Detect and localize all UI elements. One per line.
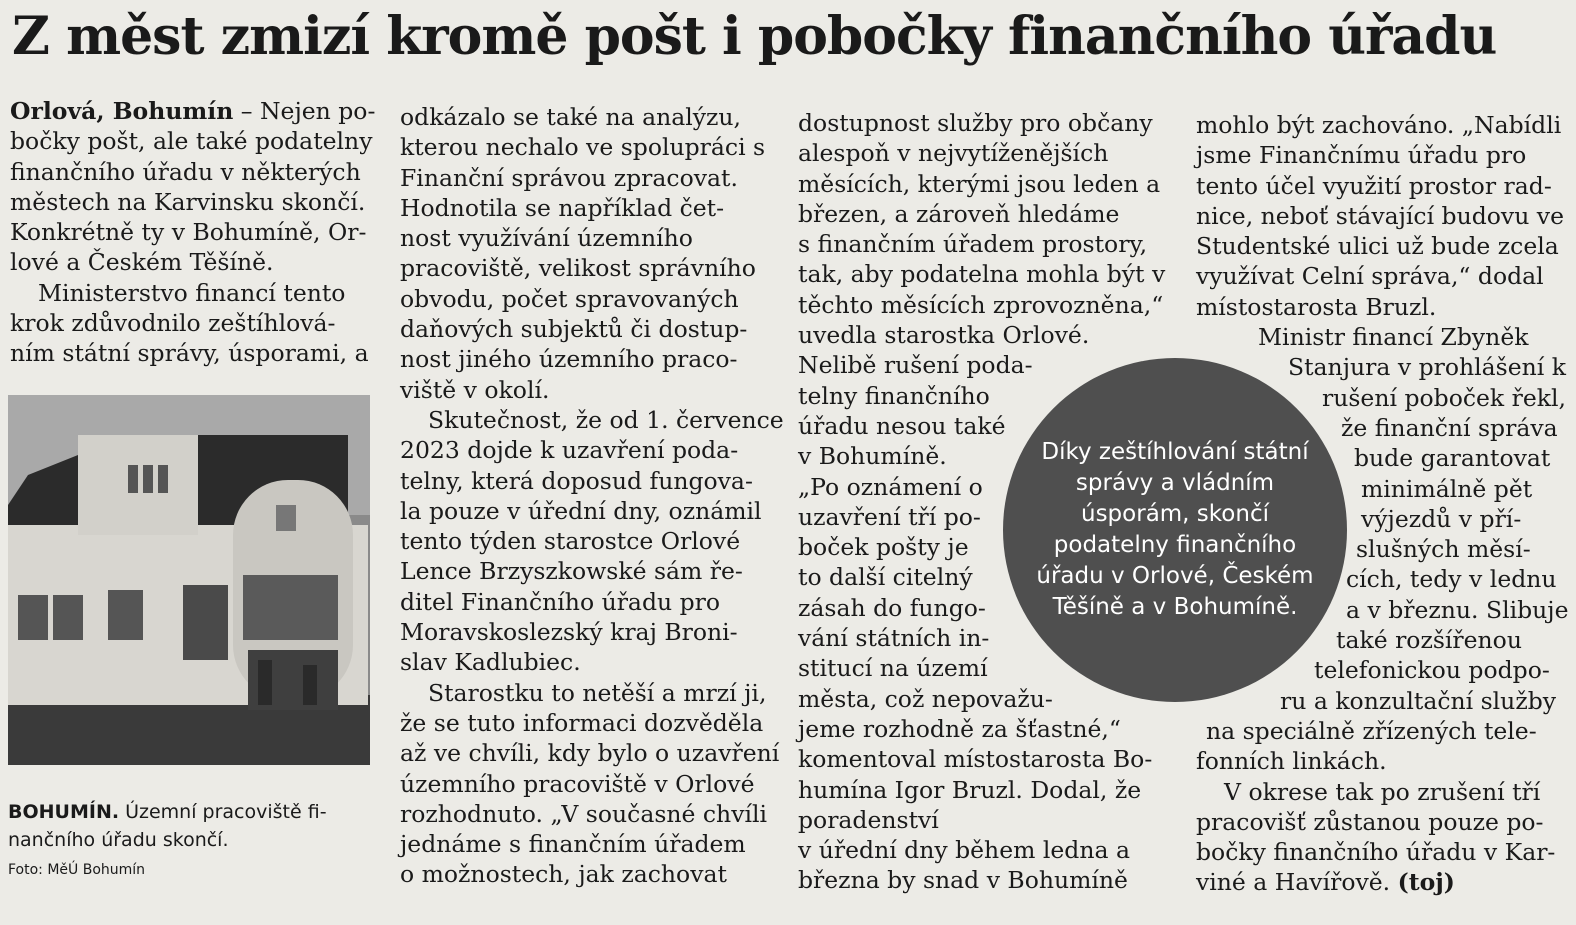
caption-line [8,798,378,826]
text-line: fonních linkách. [1196,747,1387,776]
text-line: viště v okolí. [400,375,550,404]
text-line: to další citelný [798,563,973,592]
text-line: rozhodnuto. „V současné chvíli [400,799,768,828]
text-line: la pouze v úřední dny, oznámil [400,496,762,525]
pull-quote-text: Díky zeštíhlování státní správy a vládním úsporám, skončí podatelny finančního úřadu v Orlové, Českém Těšíně a v Bohumíně. [1036,439,1314,620]
text-line: v Bohumíně. [798,442,947,471]
text-line: lové a Českém Těšíně. [10,248,274,277]
text-line: o možnostech, jak zachovat [400,860,727,889]
photo-caption [8,798,378,854]
text-line: vání státních in- [798,624,990,653]
text-line: Skutečnost, že od 1. července [428,405,784,434]
text-line: viné a Havířově. (toj) [1196,868,1455,897]
caption-line: nančního úřadu skončí. [8,829,229,851]
text-line: ním státní správy, úsporami, a [10,339,369,368]
headline: Z měst zmizí kromě pošt i pobočky finančního úřadu [12,6,1497,67]
text-line: daňových subjektů či dostup- [400,315,748,344]
text-line: V okrese tak po zrušení tří [1224,777,1541,806]
text-line: Konkrétně ty v Bohumíně, Or- [10,218,367,247]
text-line: nost jiného územního praco- [400,345,738,374]
text-line: že se tuto informaci dozvěděla [400,708,764,737]
author-signature: (toj) [1397,868,1455,897]
text-line: měsících, kterými jsou leden a [798,169,1161,198]
text-line: využívat Celní správa,“ dodal [1196,262,1544,291]
article-column-1 [10,96,380,369]
text-line: s finančním úřadem prostory, [798,230,1148,259]
caption-text: Územní pracoviště fi- [119,801,327,823]
text-line: uvedla starostka Orlové. [798,321,1090,350]
text-line: Ministerstvo financí tento [38,278,346,307]
text-line: poradenství [798,805,939,834]
text-line: nice, neboť stávající budovu ve [1196,201,1564,230]
text-line: finančního úřadu v některých [10,157,361,186]
text-line: telny, která doposud fungova- [400,466,753,495]
text-line: rušení poboček řekl, [1322,383,1566,412]
text-line: na speciálně zřízených tele- [1206,716,1537,745]
text-line: obvodu, počet spravovaných [400,284,739,313]
text-line: komentoval místostarosta Bo- [798,745,1153,774]
text-line: odkázalo se také na analýzu, [400,103,742,131]
text-line: také rozšířenou [1336,626,1522,655]
text-line: bočky pošt, ale také podatelny [10,127,373,156]
text-line: v úřední dny během ledna a [798,836,1130,865]
text-line: mohlo být zachováno. „Nabídli [1196,111,1562,139]
text-line: telny finančního [798,381,990,410]
caption-head: BOHUMÍN. [8,801,120,823]
text-line: že finanční správa [1341,413,1558,442]
building-photo [8,395,370,765]
text-line: zásah do fungo- [798,593,986,622]
text-line: nost využívání územního [400,224,693,253]
text-line: jednáme s finančním úřadem [400,830,746,859]
text-line: 2023 dojde k uzavření poda- [400,436,739,465]
pull-quote [1003,358,1347,702]
text-line: krok zdůvodnilo zeštíhlová- [10,309,336,338]
dateline: Orlová, Bohumín [10,97,234,125]
text-line: slušných měsí- [1356,535,1531,564]
text-line: pracovišť zůstanou pouze po- [1196,807,1544,836]
text-line: jsme Finančnímu úřadu pro [1196,141,1527,170]
text-line: humína Igor Bruzl. Dodal, že [798,775,1142,804]
text-line: ditel Finančního úřadu pro [400,587,721,616]
text-line: Studentské ulici už bude zcela [1196,232,1559,261]
article-column-2 [400,102,784,890]
text-line: slav Kadlubiec. [400,648,581,677]
text-line: Moravskoslezský kraj Broni- [400,618,738,647]
text-line: stitucí na území [798,654,988,683]
text-line: Hodnotila se například čet- [400,193,725,222]
text-line: bude garantovat [1354,444,1551,473]
text-line: Lence Brzyszkowské sám ře- [400,557,743,586]
text-line: cích, tedy v lednu [1346,565,1557,594]
text-line: jeme rozhodně za šťastné,“ [798,714,1121,743]
text-line: bočky finančního úřadu v Kar- [1196,838,1556,867]
text-line: úřadu nesou také [798,411,1006,440]
text-line: místostarosta Bruzl. [1196,292,1437,321]
text-line: města, což nepovažu- [798,684,1053,713]
photo-credit: Foto: MěÚ Bohumín [8,862,146,878]
text-line: „Po oznámení o [798,472,983,501]
text-line: minimálně pět [1361,474,1533,503]
text-line: územního pracoviště v Orlové [400,769,755,798]
text-line: Nelibě rušení poda- [798,351,1033,380]
text-line: Finanční správou zpracovat. [400,163,738,192]
text-line: městech na Karvinsku skončí. [10,187,366,216]
text-line: březen, a zároveň hledáme [798,199,1120,228]
text-line: výjezdů v pří- [1361,504,1522,533]
building-photo-illustration [8,395,370,765]
text-line: ru a konzultační služby [1280,686,1557,715]
text-line: Stanjura v prohlášení k [1288,353,1566,382]
text-line: Orlová, Bohumín – Nejen po- [10,97,376,125]
text-line: boček pošty je [798,533,969,562]
text-line: pracoviště, velikost správního [400,254,756,283]
text-line: telefonickou podpo- [1314,656,1550,685]
text-line: a v březnu. Slibuje [1346,595,1569,624]
text-line: alespoň v nejvytíženějších [798,139,1109,168]
text-line: Starostku to netěší a mrzí ji, [428,678,767,707]
text-line: tento účel využití prostor rad- [1196,171,1552,200]
text-line: kterou nechalo ve spolupráci s [400,133,766,162]
text-line: uzavření tří po- [798,502,981,531]
text-line: Ministr financí Zbyněk [1258,323,1529,352]
text-line: tento týden starostce Orlové [400,527,741,556]
text-line: dostupnost služby pro občany [798,109,1153,137]
text-line: tak, aby podatelna mohla být v [798,260,1166,289]
text-line: těchto měsících zprovozněna,“ [798,290,1164,319]
text-line: března by snad v Bohumíně [798,866,1128,895]
text-line: až ve chvíli, kdy bylo o uzavření [400,739,780,768]
